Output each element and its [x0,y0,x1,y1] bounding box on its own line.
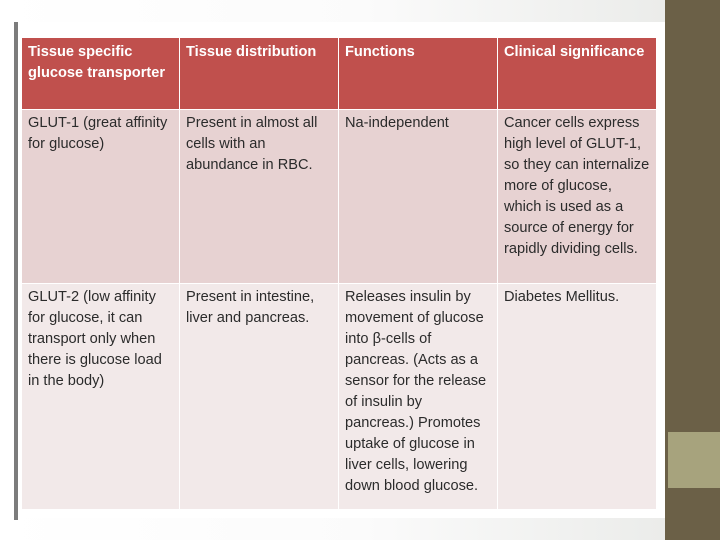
header-clinical: Clinical significance [498,38,657,110]
cell-transporter: GLUT-1 (great affinity for glucose) [22,110,180,284]
side-decor-accent [668,432,720,488]
cell-distribution: Present in almost all cells with an abundance in RBC. [180,110,339,284]
cell-functions: Na-independent [339,110,498,284]
glucose-transporter-table [21,37,657,510]
header-functions: Functions [339,38,498,110]
cell-transporter: GLUT-2 (low affinity for glucose, it can transport only when there is glucose load in the body) [22,284,180,510]
cell-clinical: Cancer cells express high level of GLUT-1, so they can internalize more of glucose, which is used as a source of energy for rapidly dividing cells. [498,110,657,284]
cell-distribution: Present in intestine, liver and pancreas. [180,284,339,510]
table-header-row [22,38,657,110]
header-distribution: Tissue distribution [180,38,339,110]
table-row [22,110,657,284]
cell-clinical: Diabetes Mellitus. [498,284,657,510]
table-row [22,284,657,510]
cell-functions: Releases insulin by movement of glucose into β-cells of pancreas. (Acts as a sensor for the release of insulin by pancreas.) Promotes uptake of glucose in liver cells, lowering down blood glucose. [339,284,498,510]
header-transporter: Tissue specific glucose transporter [22,38,180,110]
